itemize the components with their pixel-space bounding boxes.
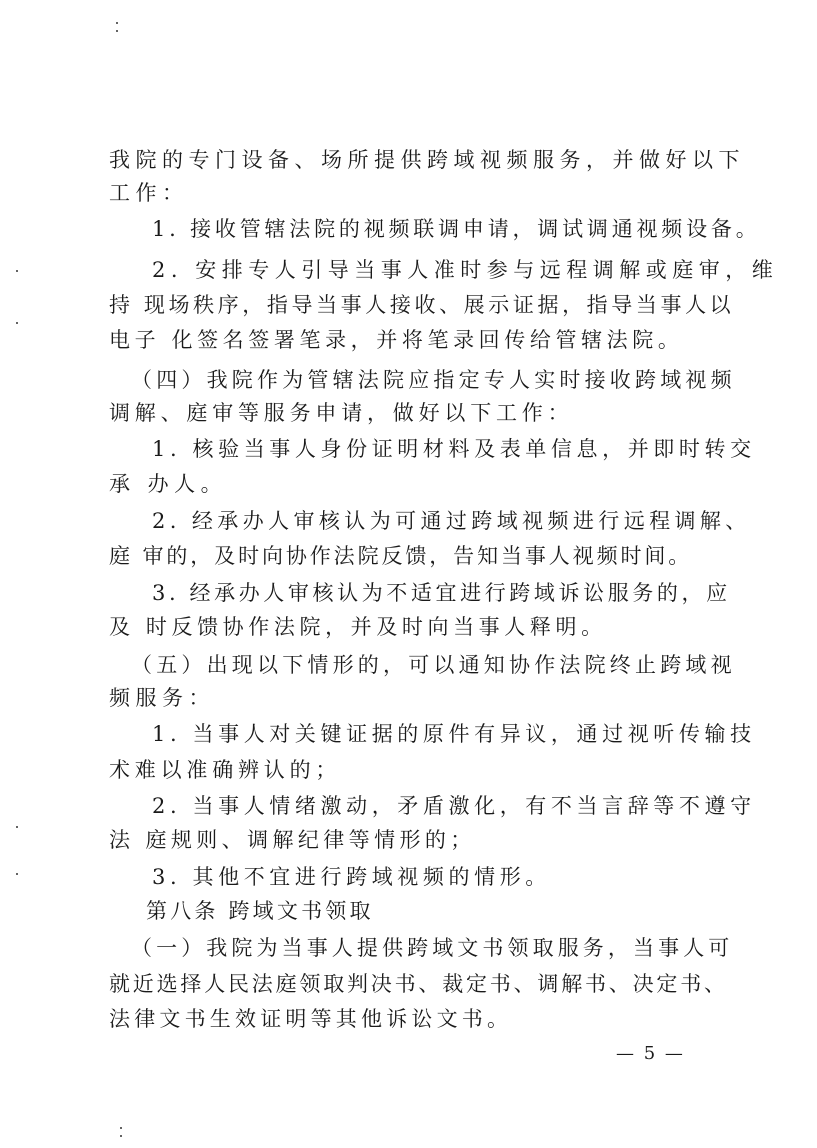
text-line: 调解、庭审等服务申请，做好以下工作： [109,401,574,425]
scan-mark [120,1135,122,1137]
text-line: 2. 经承办人审核认为可通过跨域视频进行远程调解、 [152,509,751,533]
text-line: 频服务： [109,686,215,710]
scan-mark [120,1127,122,1129]
text-line: （四）我院作为管辖法院应指定专人实时接收跨域视频 [131,368,736,392]
text-line: 术难以准确辨认的； [109,758,342,782]
text-line: 1. 当事人对关键证据的原件有异议，通过视听传输技 [152,722,756,746]
text-line: （一）我院为当事人提供跨域文书领取服务，当事人可 [131,936,734,960]
text-line: 法律文书生效证明等其他诉讼文书。 [109,1007,513,1031]
scan-mark [16,270,18,272]
text-line: 工作： [109,181,189,205]
page-number: — 5 — [616,1043,685,1064]
text-line: 我院的专门设备、场所提供跨域视频服务，并做好以下 [109,148,745,172]
text-line: 1. 核验当事人身份证明材料及表单信息，并即时转交 [152,437,756,461]
text-line: 3. 经承办人审核认为不适宜进行跨域诉讼服务的，应 [152,581,731,605]
text-line: （五）出现以下情形的，可以通知协作法院终止跨域视 [131,653,736,677]
scan-mark [16,826,18,828]
scan-mark [16,873,18,875]
scan-mark [116,30,118,32]
text-line: 持 现场秩序，指导当事人接收、展示证据，指导当事人以 [109,293,735,317]
text-line: 法 庭规则、调解纪律等情形的； [109,828,476,852]
text-line: 电子 化签名签署笔录，并将笔录回传给管辖法院。 [109,328,684,352]
text-line: 就近选择人民法庭领取判决书、裁定书、调解书、决定书、 [109,972,728,996]
scan-mark [116,22,118,24]
text-line: 2. 安排专人引导当事人准时参与远程调解或庭审，维 [152,258,779,282]
text-line: 1. 接收管辖法院的视频联调申请，调试调通视频设备。 [152,217,761,241]
text-line: 承 办人。 [109,472,228,496]
text-line: 3. 其他不宜进行跨域视频的情形。 [152,865,551,889]
text-line: 及 时反馈协作法院，并及时向当事人释明。 [109,615,607,639]
section-heading: 第八条 跨域文书领取 [146,899,374,923]
scan-mark [16,322,18,324]
text-line: 庭 审的，及时向协作法院反馈，告知当事人视频时间。 [109,544,693,568]
text-line: 2. 当事人情绪激动，矛盾激化，有不当言辞等不遵守 [152,794,756,818]
